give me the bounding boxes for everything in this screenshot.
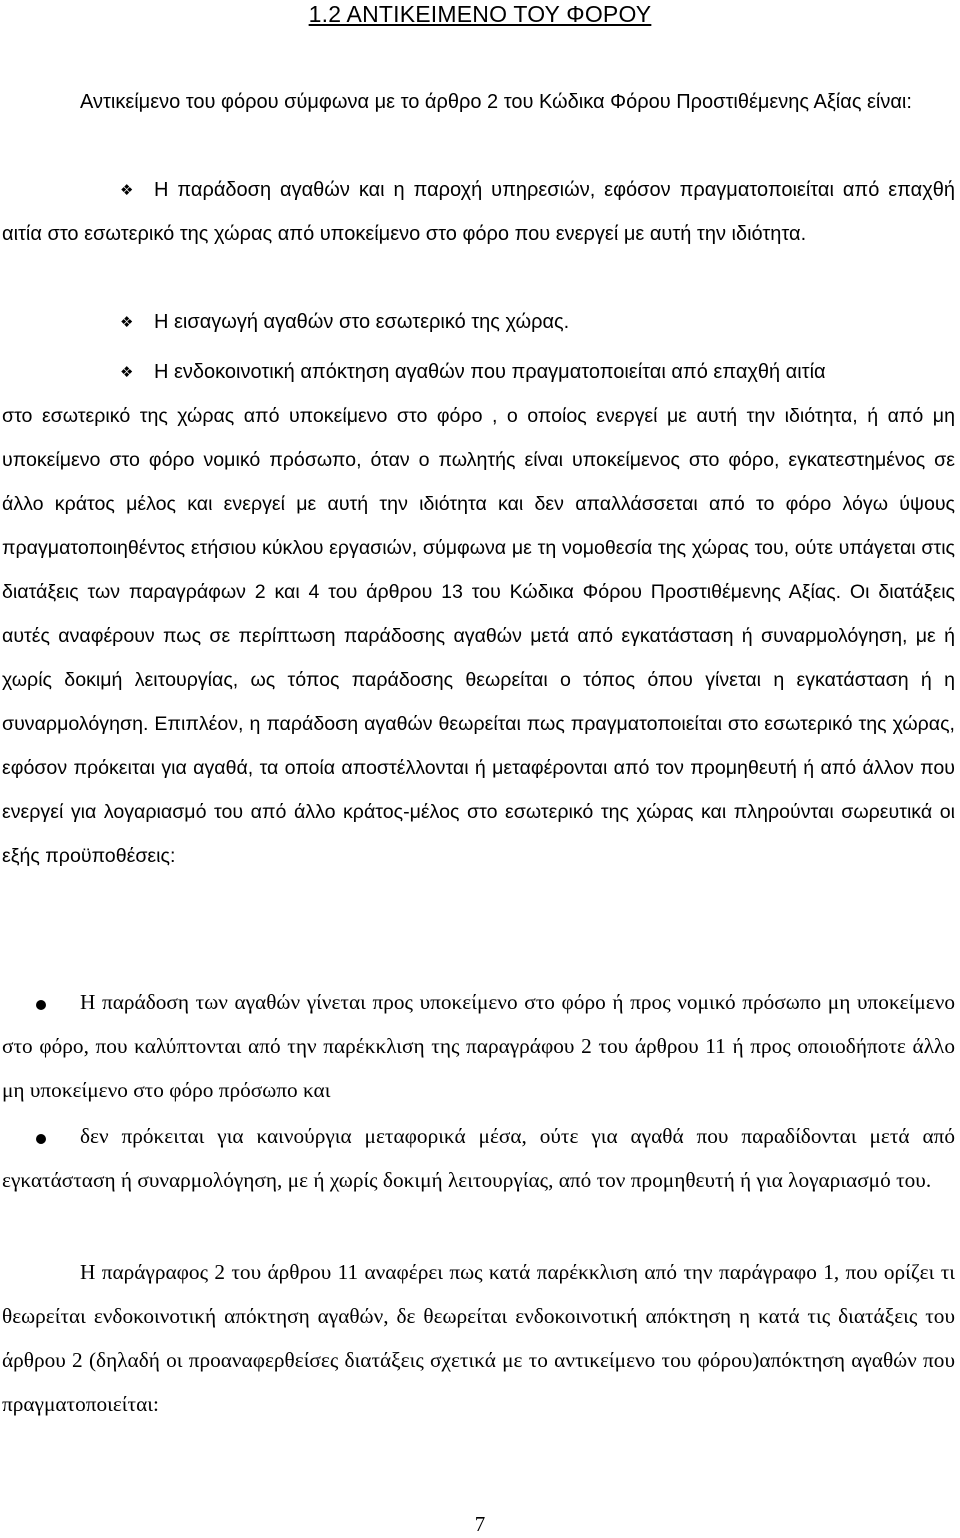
intro-paragraph: Αντικείμενο του φόρου σύμφωνα με το άρθρο 2 του Κώδικα Φόρου Προστιθέμενης Αξίας είναι: [80,91,912,113]
diamond-item-1-text: Η παράδοση αγαθών και η παροχή υπηρεσιών, εφόσον πραγματοποιείται από επαχθή αιτία στο εσωτερικό της χώρας από υποκείμενο στο φόρο που ενεργεί με αυτή την ιδιότητα. [2,179,955,245]
diamond-item-2-text: Η εισαγωγή αγαθών στο εσωτερικό της χώρας. [154,311,570,333]
page-number: 7 [474,1512,486,1536]
diamond-item-1 [2,168,955,256]
diamond-bullet-icon: ❖ [120,363,134,381]
diamond-item-3 [2,350,955,394]
closing-paragraph: Η παράγραφος 2 του άρθρου 11 αναφέρει πως κατά παρέκκλιση από την παράγραφο 1, που ορίζει τι θεωρείται ενδοκοινοτική απόκτηση αγαθών, δε θεωρείται ενδοκοινοτική απόκτηση η κατά τις διατάξεις του άρθρου 2 (δηλαδή οι προαναφερθείσες διατάξεις σχετικά με το αντικείμενο του φόρου)απόκτηση αγαθών που πραγματοποιείται: [2,1260,955,1416]
diamond-bullet-icon: ❖ [120,181,134,199]
diamond-bullet-icon: ❖ [120,313,134,331]
diamond-item-2 [2,300,955,344]
bullet-item-1: Η παράδοση των αγαθών γίνεται προς υποκείμενο στο φόρο ή προς νομικό πρόσωπο μη υποκείμενο στο φόρο, που καλύπτονται από την παρέκκλιση της παραγράφου 2 του άρθρου 11 ή προς οποιοδήποτε άλλο μη υποκείμενο στο φόρο πρόσωπο και [2,990,955,1102]
diamond-item-3-sans-continuation [2,394,955,878]
diamond-item-3-continuation-text: στο εσωτερικό της χώρας από υποκείμενο στο φόρο , ο οποίος ενεργεί με αυτή την ιδιότητα, ή από μη υποκείμενο στο φόρο νομικό πρόσωπο, όταν ο πωλητής είναι υποκείμενος στο φόρο, εγκατεστημένος σε άλλο κράτος μέλος και ενεργεί με αυτή την ιδιότητα και δεν απαλλάσσεται από το φόρο λόγω ύψους πραγματοποιηθέντος ετήσιου κύκλου εργασιών, σύμφωνα με τη νομοθεσία της χώρας του, ούτε υπάγεται στις διατάξεις των παραγράφων 2 και 4 του άρθρου 13 του Κώδικα Φόρου Προστιθέμενης Αξίας. Οι διατάξεις αυτές αναφέρουν πως σε περίπτωση παράδοσης αγαθών μετά από εγκατάσταση ή συναρμολόγηση, με ή χωρίς δοκιμή λειτουργίας, ως τόπος παράδοσης θεωρείται ο τόπος όπου γίνεται η εγκατάσταση ή η συναρμολόγηση. Επιπλέον, η παράδοση αγαθών θεωρείται πως πραγματοποιείται στο εσωτερικό της χώρας, εφόσον πρόκειται για αγαθά, τα οποία αποστέλλονται ή μεταφέρονται από τον προμηθευτή ή από άλλον που ενεργεί για λογαριασμό του από άλλο κράτος-μέλος στο εσωτερικό της χώρας και πληρούνται σωρευτικά οι εξής προϋποθέσεις: [2,405,955,867]
bullet-item-2: δεν πρόκειται για καινούργια μεταφορικά μέσα, ούτε για αγαθά που παραδίδονται μετά από εγκατάσταση ή συναρμολόγηση, με ή χωρίς δοκιμή λειτουργίας, από τον προμηθευτή ή για λογαριασμό του. [2,1124,955,1192]
section-heading: 1.2 ΑΝΤΙΚΕΙΜΕΝΟ ΤΟΥ ΦΟΡΟΥ [308,1,652,27]
diamond-item-3-text: Η ενδοκοινοτική απόκτηση αγαθών που πραγματοποιείται από επαχθή αιτία [154,361,826,383]
